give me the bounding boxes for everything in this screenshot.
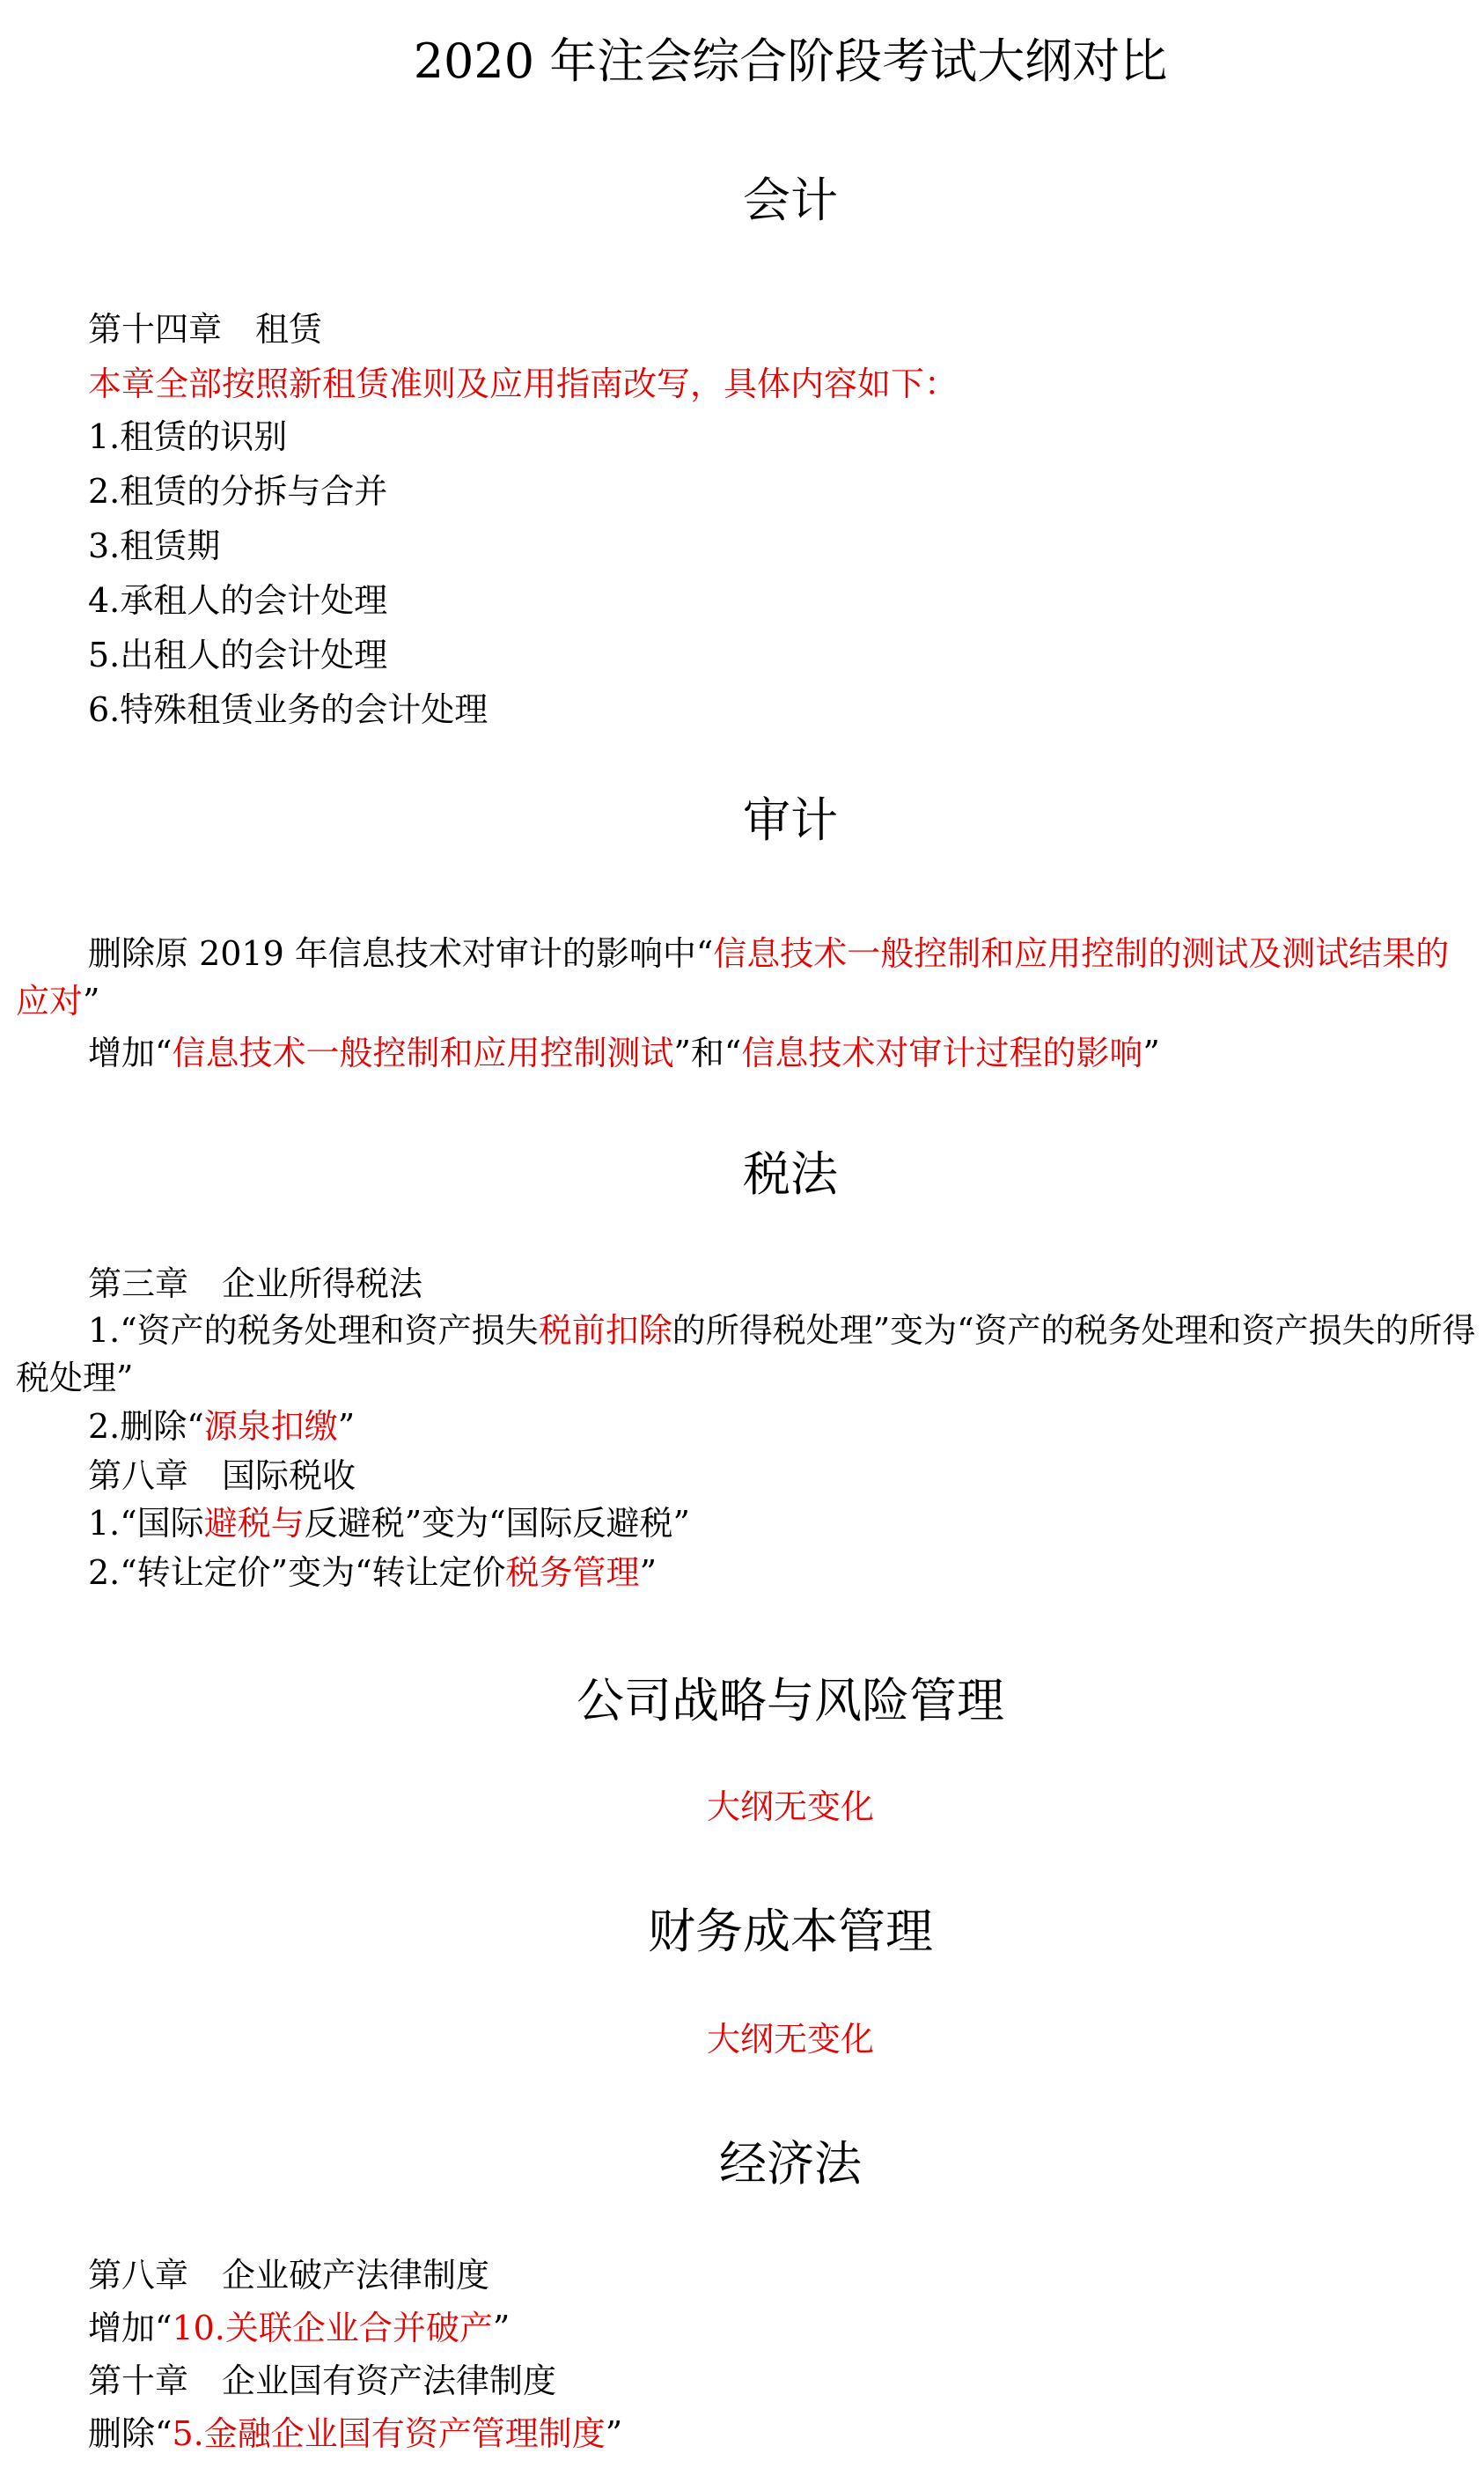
tax-item: [88, 1499, 690, 1548]
text-span: 2.“转让定价”变为“转让定价: [88, 1553, 506, 1592]
text-span: ”和“: [673, 1034, 742, 1072]
highlight-span: 信息技术一般控制和应用控制的测试及测试结果的应对: [16, 934, 1450, 1020]
section-heading-economic-law: 经济法: [719, 2136, 862, 2192]
page-title: 2020 年注会综合阶段考试大纲对比: [413, 33, 1168, 89]
highlight-span: 信息技术对审计过程的影响: [741, 1034, 1143, 1072]
chapter-heading: 第十四章 租赁: [88, 310, 323, 349]
highlight-span: 5.金融企业国有资产管理制度: [172, 2414, 606, 2453]
text-span: 增加“: [88, 2309, 173, 2347]
chapter-heading: 第八章 企业破产法律制度: [88, 2256, 490, 2295]
list-item: 5.出租人的会计处理: [88, 636, 388, 674]
economic-item: [88, 2303, 510, 2353]
section-heading-audit: 审计: [743, 792, 838, 848]
highlight-span: 税前扣除: [538, 1311, 672, 1350]
text-span: 反避税”变为“国际反避税”: [304, 1504, 690, 1543]
text-span: ”: [605, 2414, 623, 2453]
section-heading-strategy: 公司战略与风险管理: [577, 1673, 1004, 1728]
audit-paragraph-add: [88, 1028, 1160, 1078]
list-item: 4.承租人的会计处理: [88, 581, 388, 620]
intro-text: 本章全部按照新租赁准则及应用指南改写，具体内容如下：: [88, 365, 959, 403]
highlight-span: 避税与: [203, 1504, 305, 1543]
text-span: 2.删除“: [88, 1407, 204, 1446]
section-heading-finance: 财务成本管理: [648, 1904, 933, 1959]
text-span: ”: [83, 982, 100, 1020]
list-item: 2.租赁的分拆与合并: [88, 472, 388, 511]
text-span: 的所得税处理”变为“资产的税务处理和资产损失的所得税处理”: [16, 1311, 1476, 1397]
list-item: 1.租赁的识别: [88, 417, 288, 456]
list-item: 3.租赁期: [88, 527, 221, 565]
chapter-heading: 第十章 企业国有资产法律制度: [88, 2361, 557, 2400]
tax-item: [16, 1307, 1479, 1402]
chapter-heading: 第三章 企业所得税法: [88, 1264, 423, 1303]
text-span: 1.“国际: [88, 1504, 204, 1543]
text-span: ”: [337, 1407, 356, 1446]
highlight-span: 信息技术一般控制和应用控制测试: [172, 1034, 674, 1072]
text-span: 删除原 2019 年信息技术对审计的影响中“: [88, 934, 714, 973]
text-span: 删除“: [88, 2414, 173, 2453]
text-span: ”: [1142, 1034, 1160, 1072]
highlight-span: 10.关联企业合并破产: [172, 2309, 493, 2347]
no-change-note: 大纲无变化: [706, 1787, 874, 1826]
text-span: 增加“: [88, 1034, 173, 1072]
highlight-span: 源泉扣缴: [203, 1407, 338, 1446]
no-change-note: 大纲无变化: [706, 2020, 874, 2059]
text-span: 1.“资产的税务处理和资产损失: [88, 1311, 539, 1350]
tax-item: [88, 1548, 657, 1597]
audit-paragraph-delete: [16, 930, 1479, 1025]
text-span: ”: [492, 2309, 511, 2347]
section-heading-tax: 税法: [743, 1146, 838, 1202]
economic-item: [88, 2409, 622, 2458]
section-heading-accounting: 会计: [743, 173, 838, 228]
highlight-span: 税务管理: [505, 1553, 640, 1592]
tax-item: [88, 1402, 355, 1451]
list-item: 6.特殊租赁业务的会计处理: [88, 690, 489, 729]
text-span: ”: [639, 1553, 657, 1592]
chapter-heading: 第八章 国际税收: [88, 1456, 356, 1495]
